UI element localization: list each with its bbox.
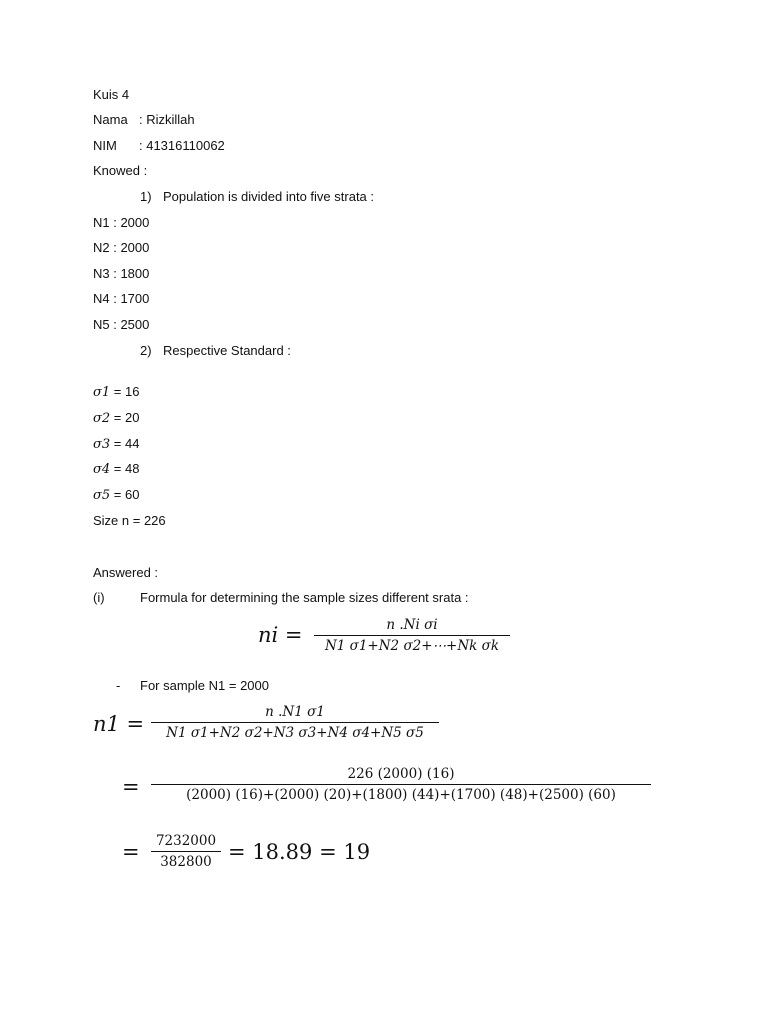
fraction-bar (314, 635, 510, 636)
bullet-marker: - (116, 678, 121, 693)
sigma-1-symbol: σ1 (93, 385, 111, 400)
part-text: Formula for determining the sample sizes different srata : (140, 590, 469, 605)
name-label: Nama (93, 112, 128, 127)
fraction-bar (151, 722, 439, 723)
known-label: Knowed : (93, 163, 148, 178)
nim-value: : 41316110062 (139, 138, 225, 153)
sigma-5-value: = 60 (110, 487, 140, 502)
part-number: (i) (93, 590, 105, 605)
result-value: = 18.89 = 19 (228, 840, 371, 864)
n1-denominator: N1 σ1+N2 σ2+N3 σ3+N4 σ4+N5 σ5 (166, 725, 424, 741)
strata-n4: N4 : 1700 (93, 291, 150, 306)
sigma-2 (93, 410, 139, 427)
sigma-4-value: = 48 (110, 461, 140, 476)
result-fraction (151, 833, 221, 870)
sigma-1-value: = 16 (110, 384, 140, 399)
formula-lhs: ni = (258, 623, 303, 647)
sigma-5-symbol: σ5 (93, 488, 111, 503)
formula-numerator: n .Ni σi (386, 617, 438, 633)
sigma-2-value: = 20 (110, 410, 140, 425)
nim-label: NIM (93, 138, 117, 153)
name-value: : Rizkillah (139, 112, 195, 127)
strata-n2: N2 : 2000 (93, 240, 150, 255)
fraction-bar (151, 784, 651, 785)
n1-fraction (151, 704, 439, 741)
sigma-4-symbol: σ4 (93, 462, 111, 477)
bullet-text: For sample N1 = 2000 (140, 678, 269, 693)
substitution-numerator: 226 (2000) (16) (347, 766, 455, 782)
result-denominator: 382800 (160, 854, 212, 870)
fraction-bar (151, 851, 221, 852)
formula-denominator: N1 σ1+N2 σ2+⋯+Nk σk (324, 638, 500, 654)
item1-text: Population is divided into five strata : (163, 189, 375, 204)
sigma-4 (93, 461, 139, 478)
formula-fraction (314, 617, 510, 654)
quiz-title: Kuis 4 (93, 87, 130, 102)
sigma-3 (93, 436, 139, 453)
strata-n3: N3 : 1800 (93, 266, 150, 281)
sigma-1 (93, 384, 139, 401)
sigma-3-symbol: σ3 (93, 437, 111, 452)
result-numerator: 7232000 (155, 833, 217, 849)
sample-size: Size n = 226 (93, 513, 166, 528)
sigma-3-value: = 44 (110, 436, 140, 451)
substitution-fraction (151, 766, 651, 803)
item2-text: Respective Standard : (163, 343, 291, 358)
strata-n1: N1 : 2000 (93, 215, 150, 230)
sigma-2-symbol: σ2 (93, 411, 111, 426)
answer-label: Answered : (93, 565, 159, 580)
sigma-5 (93, 487, 139, 504)
n1-numerator: n .N1 σ1 (265, 704, 325, 720)
equals-sign-2: = (122, 840, 140, 864)
strata-n5: N5 : 2500 (93, 317, 150, 332)
item1-number: 1) (140, 189, 152, 204)
n1-lhs: n1 = (93, 712, 145, 736)
equals-sign-1: = (122, 775, 140, 799)
item2-number: 2) (140, 343, 152, 358)
substitution-denominator: (2000) (16)+(2000) (20)+(1800) (44)+(1700) (48)+(2500) (60) (186, 787, 616, 803)
